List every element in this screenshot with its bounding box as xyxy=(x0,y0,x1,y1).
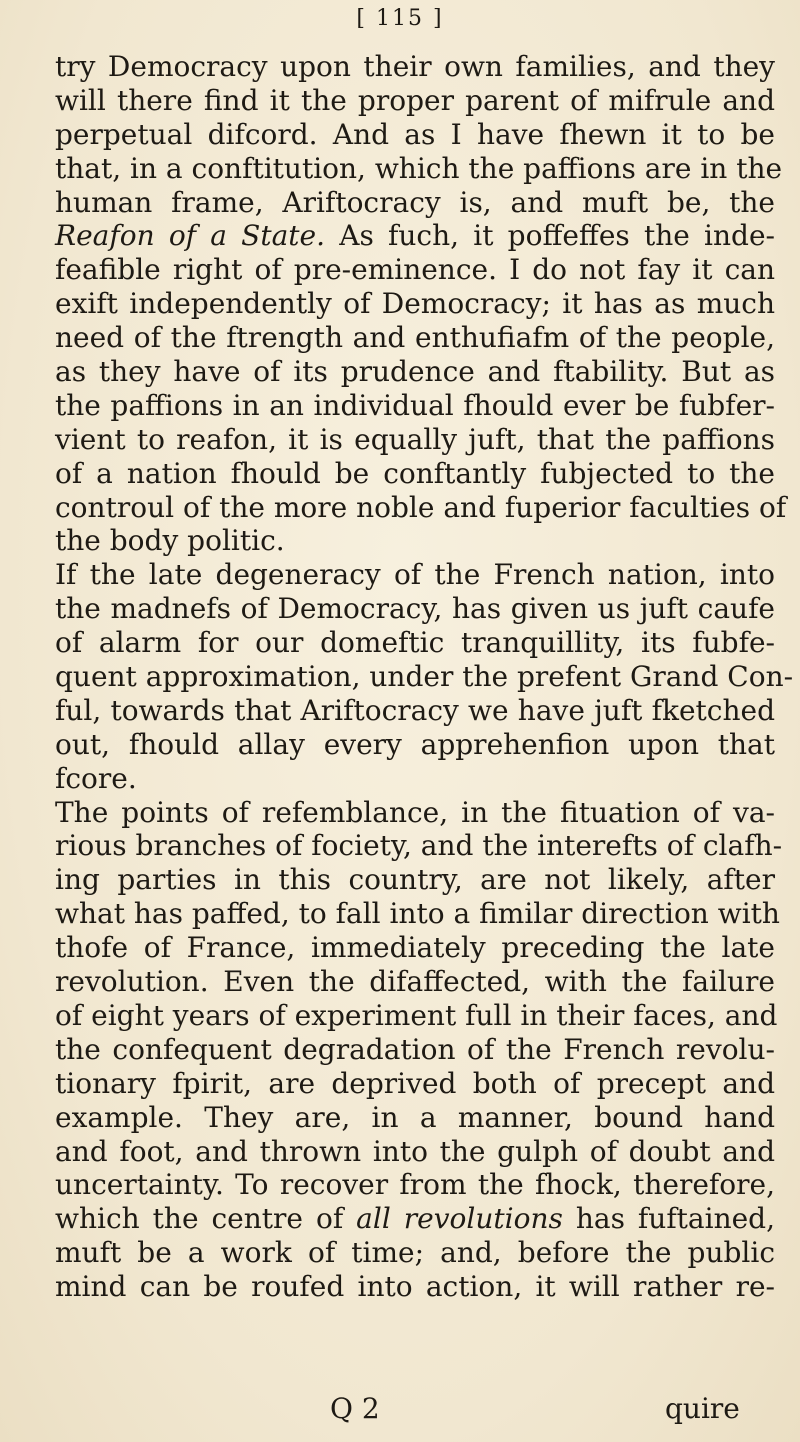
text-line: need of the ftrength and enthufiafm of the people, xyxy=(55,321,775,355)
text-line: the confequent degradation of the French revolu- xyxy=(55,1032,775,1066)
text-line: will there find it the proper parent of mifrule and xyxy=(55,83,775,117)
text-line: rious branches of fociety, and the interefts of clafh- xyxy=(55,829,783,863)
text-line: exift independently of Democracy; it has as much xyxy=(55,287,775,321)
page-footer xyxy=(0,1392,800,1426)
text-line: mind can be roufed into action, it will rather re- xyxy=(55,1270,775,1304)
text-line: out, fhould allay every apprehenfion upon that xyxy=(55,727,775,761)
text-line: feafible right of pre-eminence. I do not fay it can xyxy=(55,253,775,287)
text-line: of a nation fhould be conftantly fubjected to the xyxy=(55,456,775,490)
catchword: quire xyxy=(665,1392,740,1425)
text-line: The points of refemblance, in the fituation of va- xyxy=(55,795,775,829)
text-line: of alarm for our domeftic tranquillity, its fubfe- xyxy=(55,626,775,660)
text-line: the paffions in an individual fhould ever be fubfer- xyxy=(55,388,775,422)
text-line: revolution. Even the difaffected, with the failure xyxy=(55,965,775,999)
text-line: what has paffed, to fall into a fimilar direction with xyxy=(55,897,780,931)
text-line: quent approximation, under the prefent Grand Con- xyxy=(55,660,794,694)
text-line: muft be a work of time; and, before the public xyxy=(55,1236,775,1270)
text-line: try Democracy upon their own families, and they xyxy=(55,50,775,83)
text-line: fcore. xyxy=(55,761,137,795)
text-segment: which the centre of xyxy=(55,1202,357,1236)
text-line: example. They are, in a manner, bound hand xyxy=(55,1100,775,1134)
text-segment: As fuch, it poffeffes the inde- xyxy=(325,219,775,253)
text-segment: has fuftained, xyxy=(562,1202,776,1236)
text-line: ful, towards that Ariftocracy we have juft fketched xyxy=(55,693,775,727)
text-line: the madnefs of Democracy, has given us juft caufe xyxy=(55,592,775,626)
text-line: perpetual difcord. And as I have fhewn it to be xyxy=(55,117,775,151)
text-line xyxy=(55,1202,775,1236)
text-line: controul of the more noble and fuperior faculties of xyxy=(55,490,787,524)
text-line: If the late degeneracy of the French nation, into xyxy=(55,558,775,592)
text-line: thofe of France, immediately preceding the late xyxy=(55,931,775,965)
text-line: uncertainty. To recover from the fhock, therefore, xyxy=(55,1168,775,1202)
italic-text: Reafon of a State. xyxy=(55,219,326,253)
text-line: the body politic. xyxy=(55,524,285,558)
text-line xyxy=(55,219,775,253)
text-line: and foot, and thrown into the gulph of doubt and xyxy=(55,1134,775,1168)
page-number: [ 115 ] xyxy=(356,6,444,31)
signature-mark: Q 2 xyxy=(330,1392,380,1425)
text-line: human frame, Ariftocracy is, and muft be, the xyxy=(55,185,775,219)
text-line: of eight years of experiment full in their faces, and xyxy=(55,998,778,1032)
text-line: as they have of its prudence and ftability. But as xyxy=(55,355,775,389)
text-line: ing parties in this country, are not likely, after xyxy=(55,863,775,897)
text-line: vient to reafon, it is equally juft, that the paffions xyxy=(55,422,775,456)
text-line: tionary fpirit, are deprived both of precept and xyxy=(55,1066,775,1100)
body-text xyxy=(55,50,794,1304)
text-line: that, in a conftitution, which the paffions are in the xyxy=(55,151,783,185)
italic-text: all revolutions xyxy=(356,1202,563,1236)
